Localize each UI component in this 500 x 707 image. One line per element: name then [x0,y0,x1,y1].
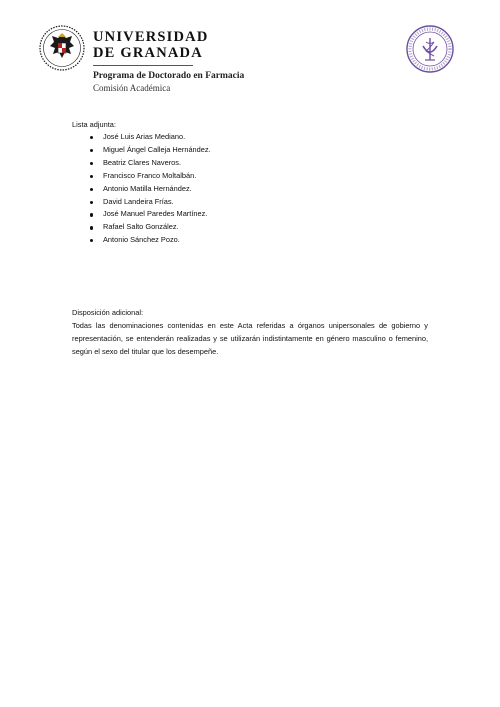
list-item [72,183,428,196]
member-name: Francisco Franco Moltalbán. [103,170,197,180]
document-header [0,0,500,100]
list-item [72,170,428,183]
member-name: Beatriz Clares Naveros. [103,157,182,167]
member-name: Miguel Ángel Calleja Hernández. [103,144,211,154]
bullet-icon [90,226,93,229]
university-name-line2: DE GRANADA [93,45,203,61]
member-name: David Landeira Frías. [103,196,174,206]
university-name [93,30,209,61]
header-divider [93,65,193,66]
commission-title: Comisión Académica [93,83,171,93]
additional-provision-body: Todas las denominaciones contenidas en este Acta referidas a órganos unipersonales de gobierno y representación, se entenderán realizadas y se utilizarán indistintamente en género masculino o femenino, según el sexo del titular que los desempeñe. [72,321,428,356]
list-item [72,234,428,247]
member-name: José Manuel Paredes Martínez. [103,209,208,219]
bullet-icon [90,149,93,152]
pharmacy-faculty-seal-icon [405,24,455,74]
member-name: José Luis Arias Mediano. [103,132,186,141]
list-item [72,221,428,234]
list-item [72,157,428,170]
bullet-icon [90,136,93,139]
additional-provision-heading: Disposición adicional: [72,308,144,317]
bullet-icon [90,239,93,242]
bullet-icon [90,188,93,191]
attached-list-heading: Lista adjunta: [72,120,116,129]
university-crest-icon [38,24,86,72]
bullet-icon [90,175,93,178]
list-item [72,144,428,157]
bullet-icon [90,162,93,165]
list-item [72,196,428,209]
member-name: Rafael Salto González. [103,222,179,232]
list-item [72,131,428,144]
bullet-icon [90,213,93,216]
list-item [72,208,428,221]
member-name: Antonio Matilla Hernández. [103,183,192,193]
university-name-line1: UNIVERSIDAD [93,29,209,45]
additional-provision-section [72,307,428,358]
members-list [72,131,428,247]
member-name: Antonio Sánchez Pozo. [103,235,180,245]
bullet-icon [90,201,93,204]
program-title: Programa de Doctorado en Farmacia [93,71,245,81]
attached-list-section [72,119,428,247]
